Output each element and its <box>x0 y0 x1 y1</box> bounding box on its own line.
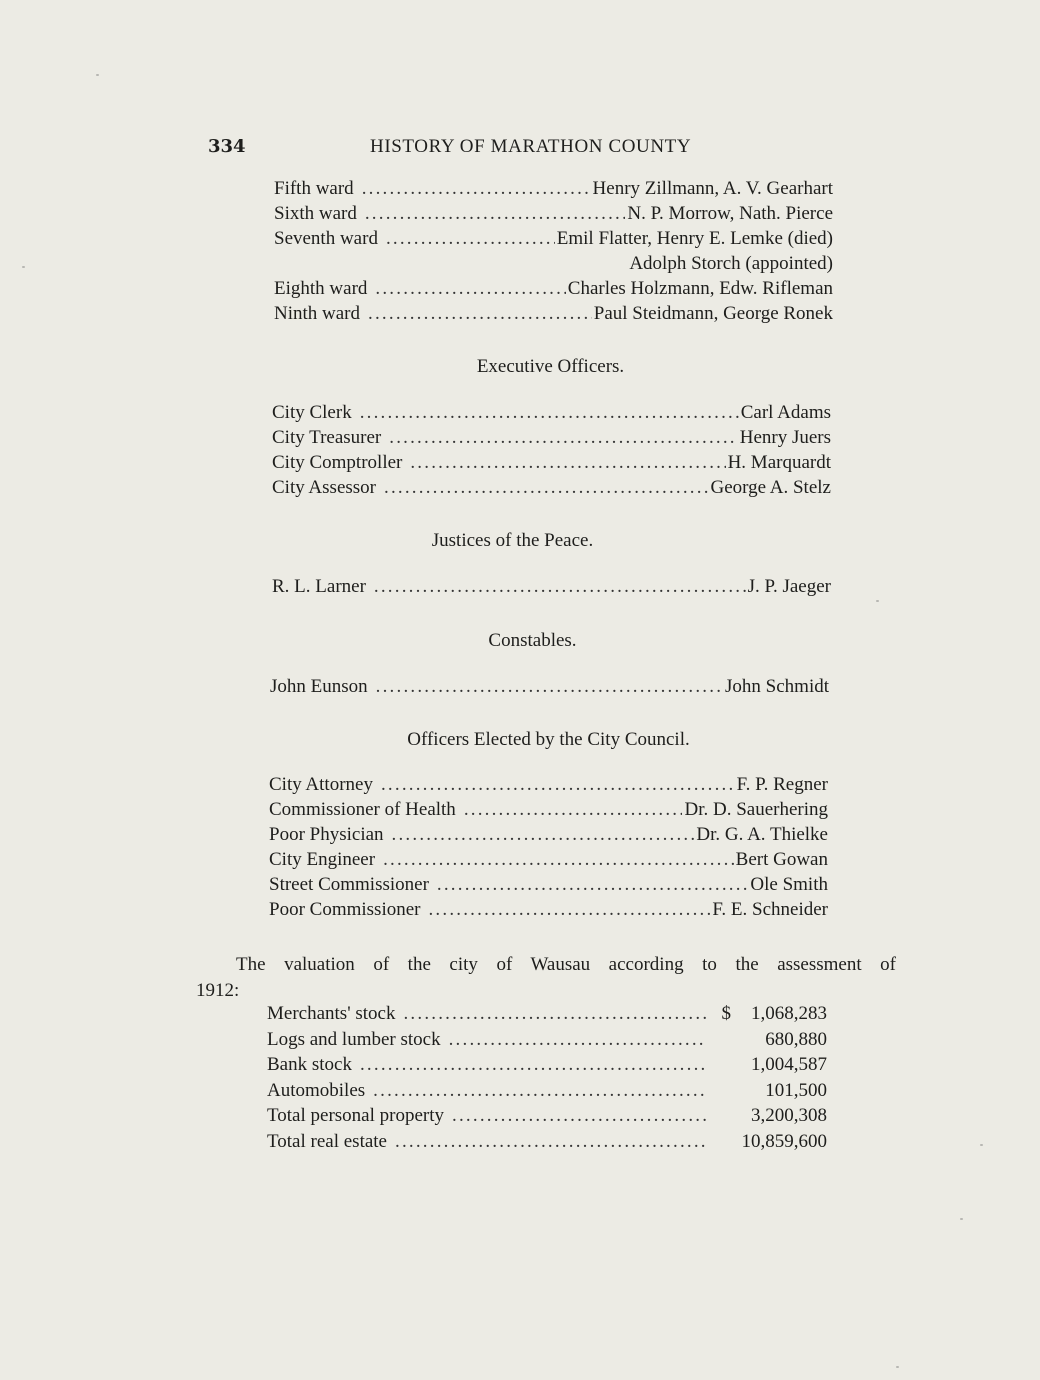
valuation-intro-continued: 1912: <box>196 980 240 1001</box>
office-label: Street Commissioner <box>269 874 429 895</box>
leader-dots <box>437 874 749 896</box>
ward-label: Ninth ward <box>274 303 361 324</box>
leader-dots <box>449 1029 707 1051</box>
leader-dots <box>374 576 746 598</box>
list-item <box>272 576 831 601</box>
ward-value: Emil Flatter, Henry E. Lemke (died) <box>556 228 833 249</box>
ward-label: Eighth ward <box>274 278 368 299</box>
constable-name: John Schmidt <box>725 676 829 697</box>
paper-speck <box>896 1366 899 1368</box>
paper-speck <box>960 1218 963 1220</box>
constables-list <box>270 676 829 701</box>
valuation-label: Bank stock <box>267 1054 352 1075</box>
page-number: 334 <box>208 136 246 157</box>
list-item <box>270 676 829 701</box>
office-label: Poor Commissioner <box>269 899 421 920</box>
valuation-label: Merchants' stock <box>267 1003 396 1024</box>
list-item <box>269 824 828 849</box>
list-item <box>274 228 833 253</box>
currency-symbol: $ <box>721 1003 731 1024</box>
list-item <box>269 849 828 874</box>
list-item <box>274 178 833 203</box>
paper-speck <box>876 600 879 602</box>
office-label: City Clerk <box>272 402 352 423</box>
valuation-label: Total real estate <box>267 1130 387 1152</box>
paper-speck <box>22 266 25 268</box>
leader-dots <box>389 427 737 449</box>
valuation-label: Automobiles <box>267 1079 366 1101</box>
office-holder: H. Marquardt <box>727 452 831 473</box>
leader-dots <box>386 228 555 250</box>
leader-dots <box>428 899 710 921</box>
valuation-value: 680,880 <box>765 1028 827 1050</box>
ward-label: Seventh ward <box>274 228 378 249</box>
constable-name: John Eunson <box>270 676 368 697</box>
office-holder: Dr. D. Sauerhering <box>684 799 828 820</box>
leader-dots <box>368 303 592 325</box>
leader-dots <box>403 1003 709 1025</box>
leader-dots <box>376 676 723 698</box>
justices-list <box>272 576 831 601</box>
office-holder: George A. Stelz <box>710 477 831 498</box>
valuation-label: Total personal property <box>267 1105 445 1126</box>
page-header <box>208 136 830 162</box>
section-heading-constables: Constables. <box>488 630 577 651</box>
wards-list <box>274 178 833 328</box>
ward-label: Sixth ward <box>274 203 357 224</box>
valuation-table <box>267 1003 827 1156</box>
leader-dots <box>392 824 695 846</box>
table-row <box>267 1080 827 1106</box>
office-label: Poor Physician <box>269 824 384 845</box>
ward-value: Paul Steidmann, George Ronek <box>593 303 833 324</box>
valuation-value: 101,500 <box>765 1079 827 1101</box>
list-item <box>272 402 831 427</box>
leader-dots <box>464 799 683 821</box>
paper-speck <box>96 74 99 76</box>
office-label: City Attorney <box>269 774 373 795</box>
section-heading-executive: Executive Officers. <box>476 356 625 377</box>
office-holder: F. E. Schneider <box>712 899 828 920</box>
ward-value: N. P. Morrow, Nath. Pierce <box>627 203 833 224</box>
office-holder: Dr. G. A. Thielke <box>696 824 828 845</box>
office-label: City Engineer <box>269 849 376 870</box>
table-row <box>267 1054 827 1080</box>
valuation-value: 1,004,587 <box>751 1054 827 1075</box>
leader-dots <box>452 1105 707 1127</box>
list-item <box>272 477 831 502</box>
leader-dots <box>384 477 709 499</box>
leader-dots <box>381 774 735 796</box>
list-item <box>269 899 828 924</box>
running-head: HISTORY OF MARATHON COUNTY <box>370 136 692 157</box>
leader-dots <box>410 452 725 474</box>
table-row <box>267 1105 827 1131</box>
leader-dots <box>362 178 591 200</box>
ward-value: Henry Zillmann, A. V. Gearhart <box>592 178 833 199</box>
list-item <box>274 278 833 303</box>
list-item <box>269 799 828 824</box>
office-label: City Comptroller <box>272 452 403 473</box>
list-item <box>274 203 833 228</box>
table-row <box>267 1131 827 1157</box>
justice-name: R. L. Larner <box>272 576 366 597</box>
table-row <box>267 1029 827 1055</box>
leader-dots <box>360 402 739 424</box>
office-holder: F. P. Regner <box>736 774 828 795</box>
office-holder: Bert Gowan <box>735 849 828 870</box>
valuation-paragraph <box>196 952 896 1004</box>
valuation-value: 3,200,308 <box>751 1105 827 1126</box>
justice-name: J. P. Jaeger <box>747 576 831 597</box>
table-row <box>267 1003 827 1029</box>
leader-dots <box>383 849 734 871</box>
executive-list <box>272 402 831 502</box>
valuation-label: Logs and lumber stock <box>267 1028 441 1050</box>
office-holder: Henry Juers <box>739 427 831 448</box>
leader-dots <box>375 278 565 300</box>
office-holder: Carl Adams <box>740 402 831 423</box>
list-item <box>272 427 831 452</box>
paper-speck <box>980 1144 983 1146</box>
council-list <box>269 774 828 924</box>
list-item <box>269 874 828 899</box>
valuation-intro: The valuation of the city of Wausau according to the assessment of <box>236 954 896 975</box>
office-label: City Treasurer <box>272 427 382 448</box>
leader-dots <box>365 203 626 225</box>
list-item <box>272 452 831 477</box>
section-heading-council: Officers Elected by the City Council. <box>407 729 690 750</box>
section-heading-justices: Justices of the Peace. <box>431 530 594 551</box>
valuation-value: 1,068,283 <box>751 1003 827 1024</box>
list-item <box>269 774 828 799</box>
ward-continuation: Adolph Storch (appointed) <box>629 253 833 274</box>
office-label: Commissioner of Health <box>269 799 456 820</box>
office-label: City Assessor <box>272 477 376 498</box>
ward-label: Fifth ward <box>274 178 354 199</box>
leader-dots <box>395 1131 707 1153</box>
valuation-value: 10,859,600 <box>741 1130 827 1152</box>
list-item <box>274 303 833 328</box>
leader-dots <box>373 1080 707 1102</box>
office-holder: Ole Smith <box>750 874 828 895</box>
ward-value: Charles Holzmann, Edw. Rifleman <box>567 278 833 299</box>
leader-dots <box>360 1054 707 1076</box>
